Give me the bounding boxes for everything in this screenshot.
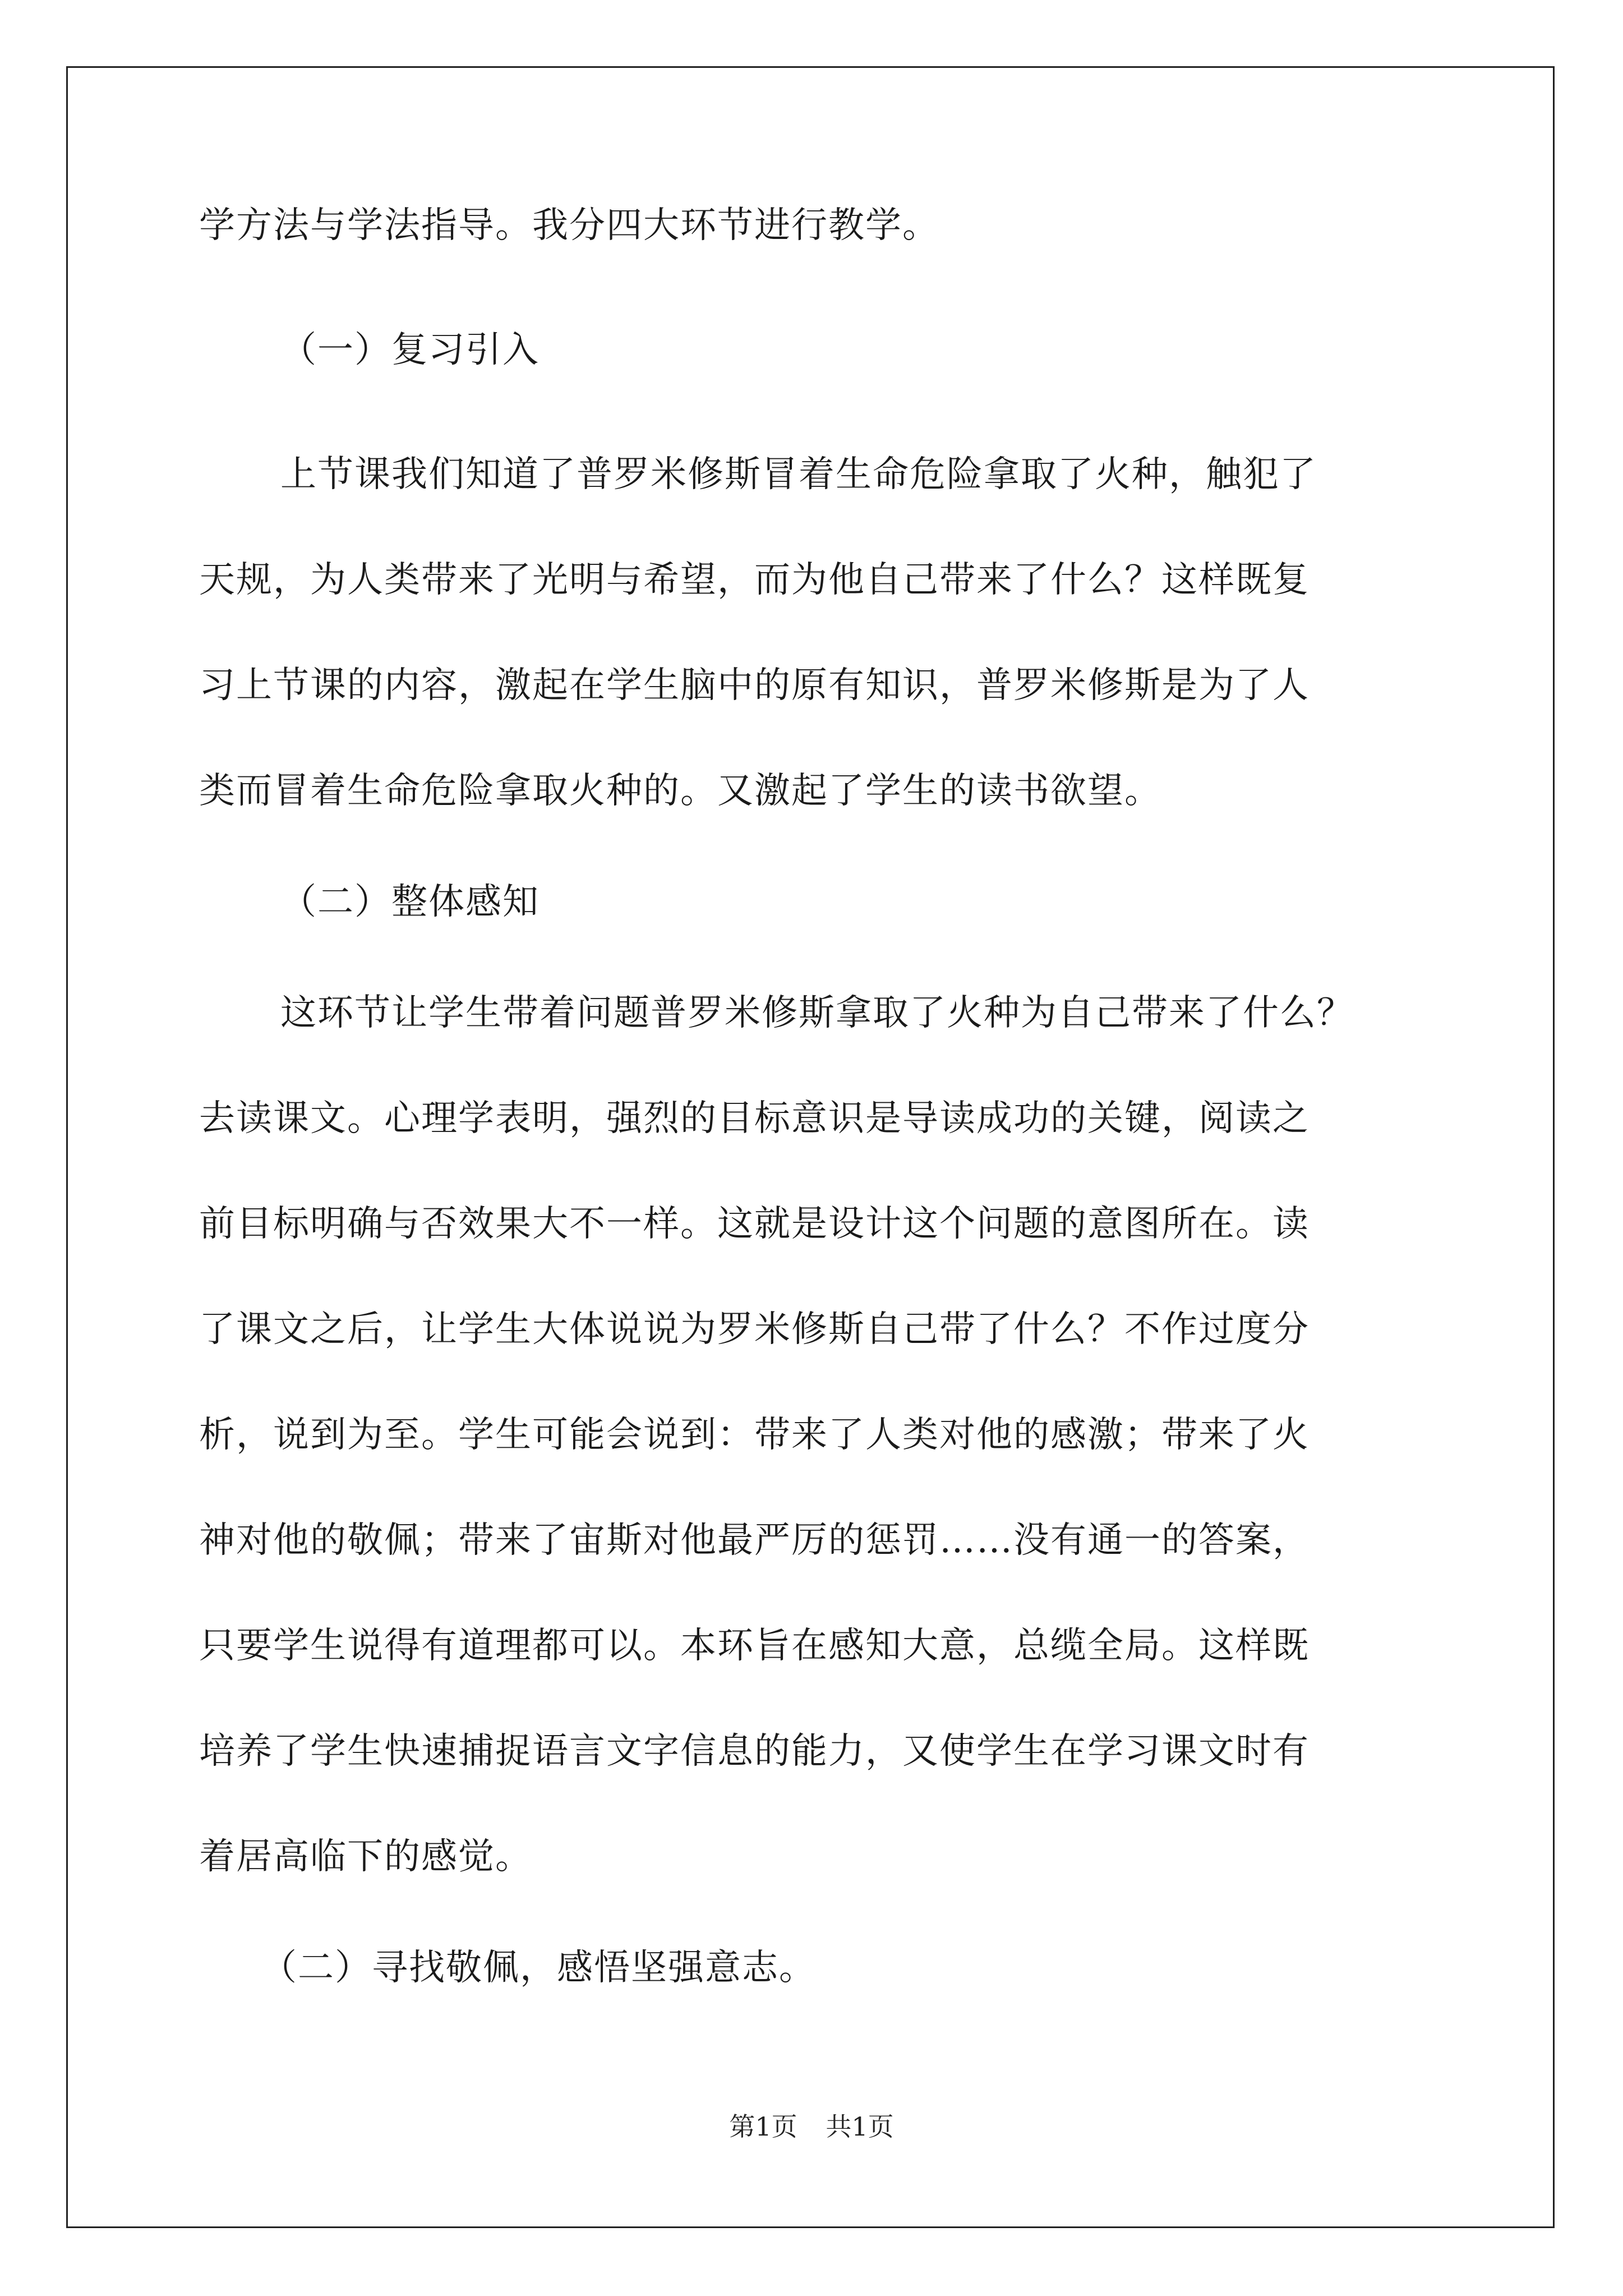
page-border xyxy=(66,66,1555,2228)
text-line: 这环节让学生带着问题普罗米修斯拿取了火种为自己带来了什么？ xyxy=(280,992,1354,1034)
text-line: 析，说到为至。学生可能会说到：带来了人类对他的感激；带来了火 xyxy=(199,1414,1310,1456)
text-line: 培养了学生快速捕捉语言文字信息的能力，又使学生在学习课文时有 xyxy=(199,1731,1310,1772)
text-line: 只要学生说得有道理都可以。本环旨在感知大意，总缆全局。这样既 xyxy=(199,1625,1310,1667)
text-line: 学方法与学法指导。我分四大环节进行教学。 xyxy=(199,205,939,246)
text-line: 习上节课的内容，激起在学生脑中的原有知识，普罗米修斯是为了人 xyxy=(199,665,1310,706)
text-line: 了课文之后，让学生大体说说为罗米修斯自己带了什么？不作过度分 xyxy=(199,1309,1310,1350)
page-number-current: 第1页 xyxy=(729,2111,797,2142)
text-line: 前目标明确与否效果大不一样。这就是设计这个问题的意图所在。读 xyxy=(199,1203,1310,1245)
page-number-total: 共1页 xyxy=(826,2111,894,2142)
text-line: 上节课我们知道了普罗米修斯冒着生命危险拿取了火种，触犯了 xyxy=(280,454,1317,495)
text-line: 去读课文。心理学表明，强烈的目标意识是导读成功的关键，阅读之 xyxy=(199,1098,1310,1139)
section-heading: （一）复习引入 xyxy=(280,329,540,371)
text-line: 神对他的敬佩；带来了宙斯对他最严厉的惩罚……没有通一的答案， xyxy=(199,1520,1310,1561)
section-heading: （二）整体感知 xyxy=(280,881,540,923)
text-line: 天规，为人类带来了光明与希望，而为他自己带来了什么？这样既复 xyxy=(199,559,1310,601)
section-heading: （二）寻找敬佩，感悟坚强意志。 xyxy=(261,1947,816,1989)
text-line: 着居高临下的感觉。 xyxy=(199,1836,532,1878)
page-footer xyxy=(0,2111,1623,2142)
text-line: 类而冒着生命危险拿取火种的。又激起了学生的读书欲望。 xyxy=(199,770,1161,812)
